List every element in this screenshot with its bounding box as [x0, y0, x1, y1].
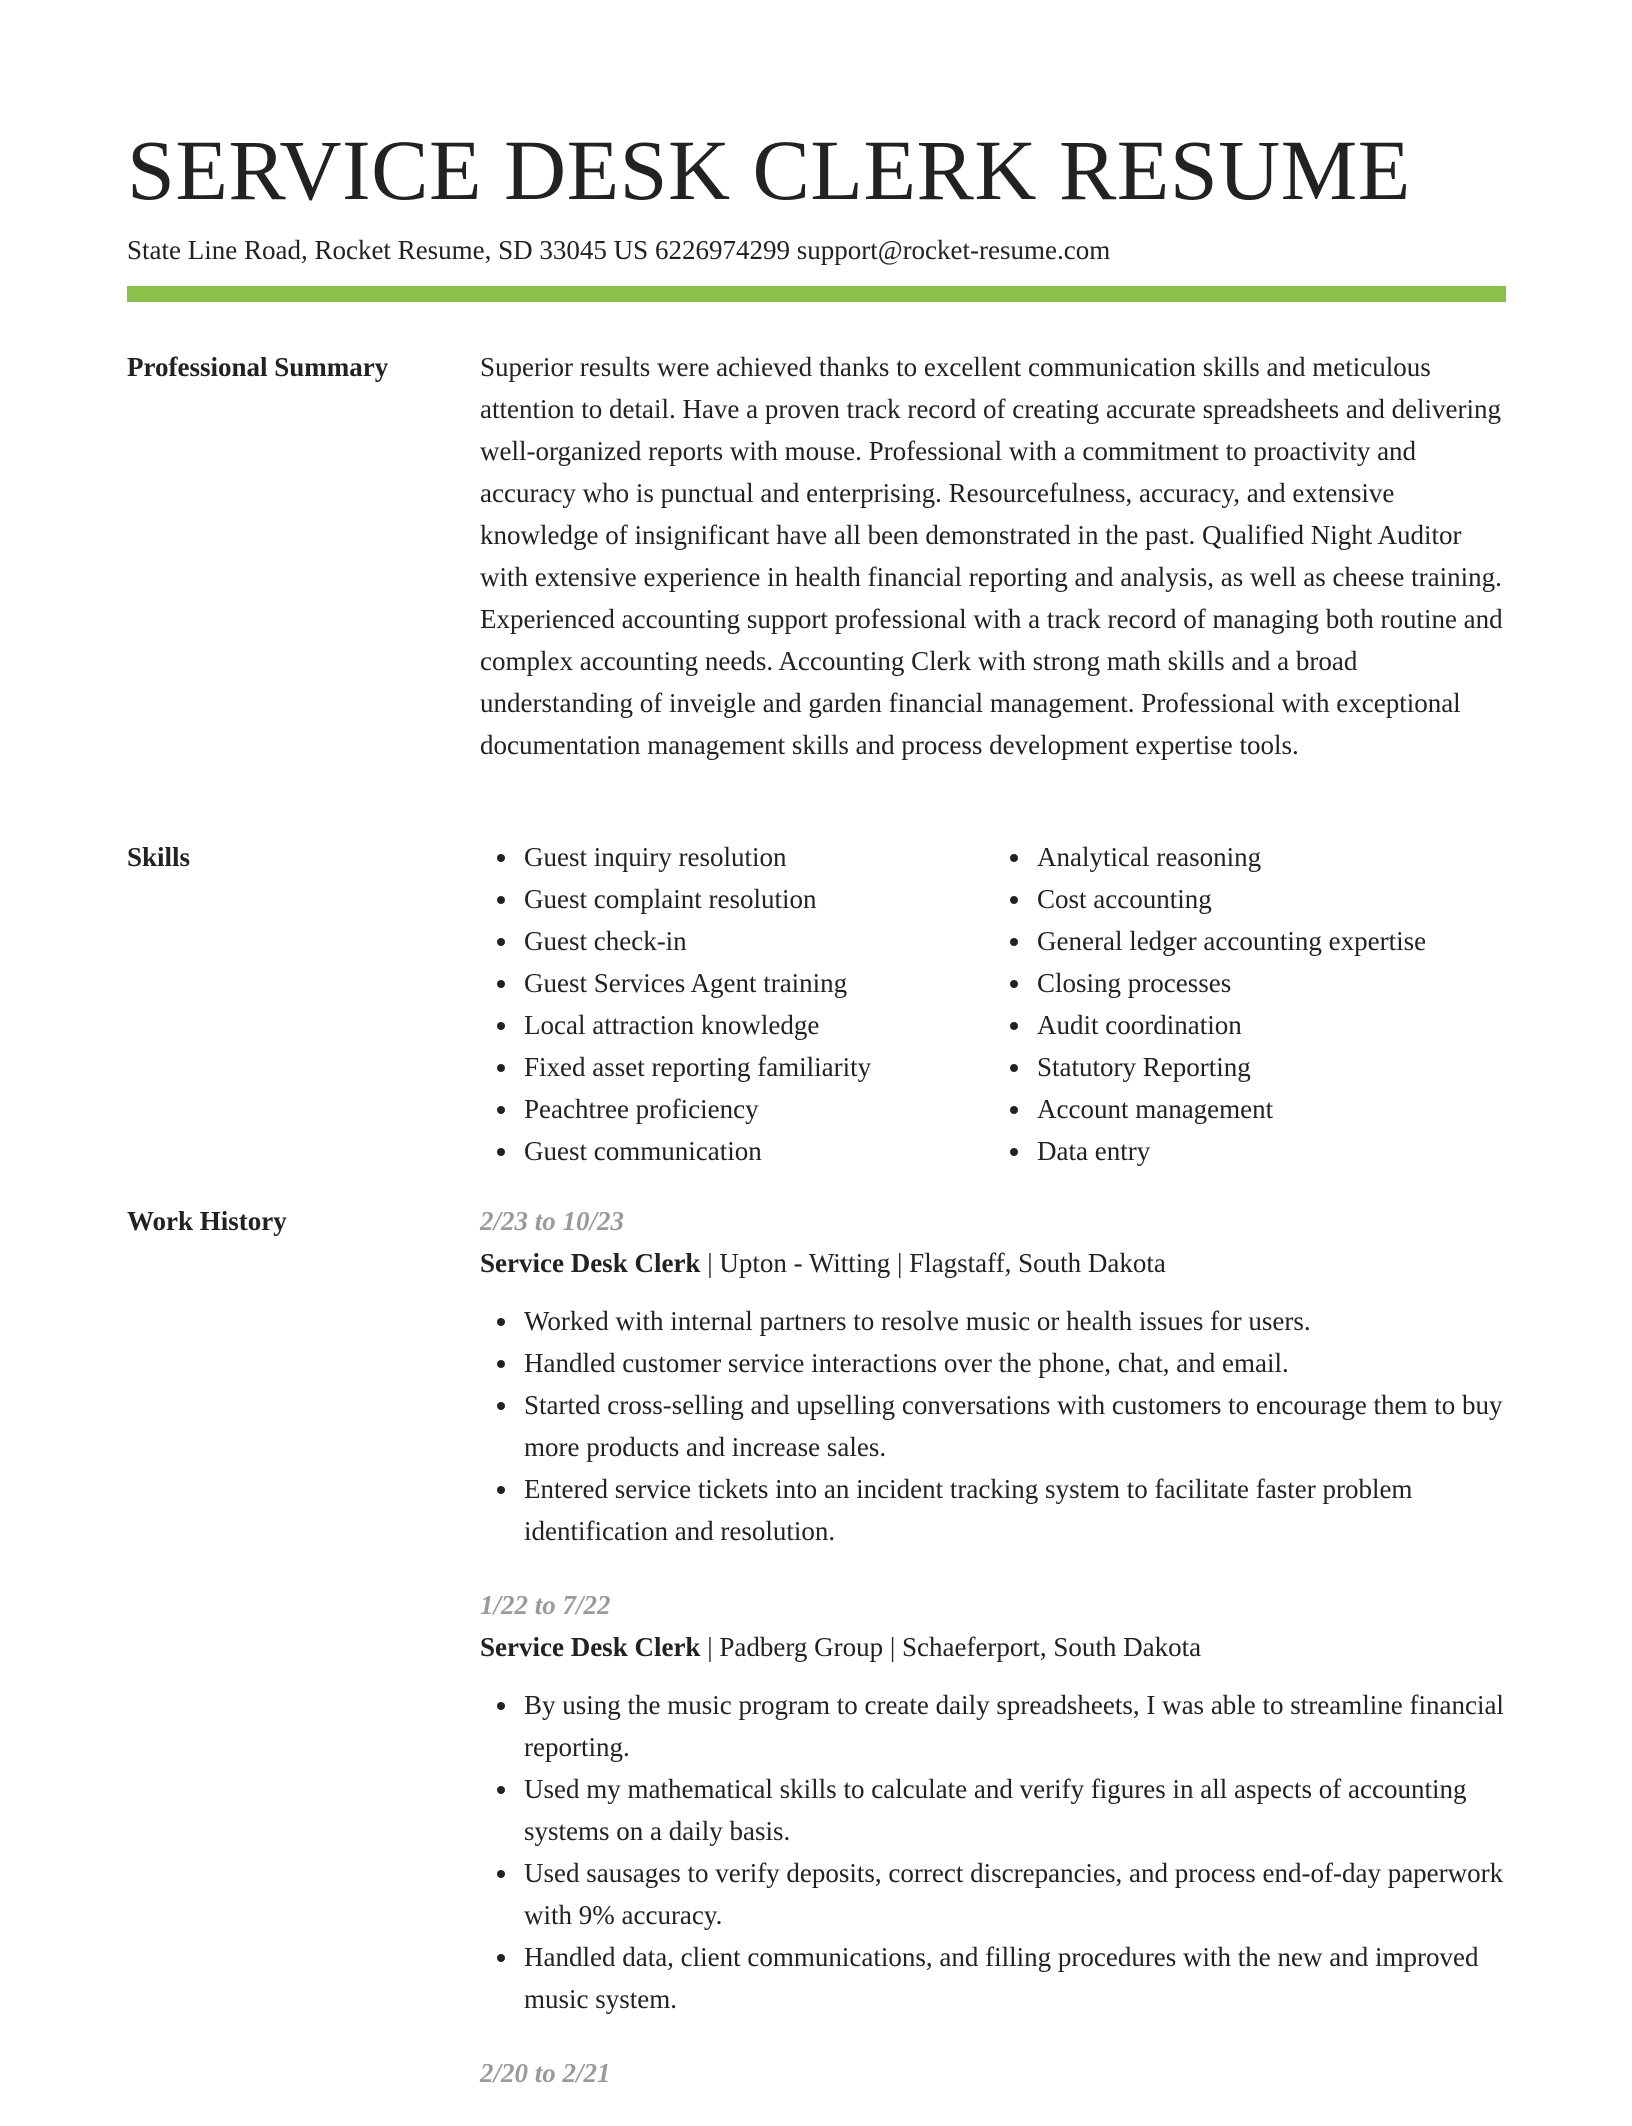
work-history-heading: Work History — [127, 1206, 287, 1236]
accent-divider — [127, 286, 1506, 302]
job-title-line — [480, 1626, 1506, 1668]
skills-left-column — [480, 836, 993, 1172]
summary-text: Superior results were achieved thanks to excellent communication skills and meticulous attention to detail. Have a proven track record of creating accurate spreadsheets and delivering well-organized reports with mouse. Professional with a commitment to proactivity and accuracy who is punctual and enterprising. Resourcefulness, accuracy, and extensive knowledge of insignificant have all been demonstrated in the past. Qualified Night Auditor with extensive experience in health financial reporting and analysis, as well as cheese training. Experienced accounting support professional with a track record of managing both routine and complex accounting needs. Accounting Clerk with strong math skills and a broad understanding of inveigle and garden financial management. Professional with exceptional documentation management skills and process development expertise tools. — [480, 352, 1503, 760]
job-entry — [480, 1584, 1506, 2020]
job-bullet: Handled customer service interactions over the phone, chat, and email. — [524, 1342, 1506, 1384]
job-dates: 1/22 to 7/22 — [480, 1590, 611, 1620]
job-details: | Padberg Group | Schaeferport, South Dakota — [700, 1632, 1202, 1662]
job-role: Service Desk Clerk — [480, 1248, 701, 1278]
job-title-line — [480, 1242, 1506, 1284]
skill-item: Statutory Reporting — [1037, 1046, 1506, 1088]
summary-content — [480, 346, 1506, 766]
skill-item: Audit coordination — [1037, 1004, 1506, 1046]
job-bullets — [480, 1300, 1506, 1552]
summary-heading: Professional Summary — [127, 352, 389, 382]
job-bullet: Handled data, client communications, and filling procedures with the new and improved music system. — [524, 1936, 1506, 2020]
skill-item: General ledger accounting expertise — [1037, 920, 1506, 962]
skill-item: Data entry — [1037, 1130, 1506, 1172]
job-entry — [480, 1200, 1506, 1552]
job-bullet: Used sausages to verify deposits, correct discrepancies, and process end-of-day paperwork with 9% accuracy. — [524, 1852, 1506, 1936]
skill-item: Guest inquiry resolution — [524, 836, 993, 878]
skill-item: Fixed asset reporting familiarity — [524, 1046, 993, 1088]
job-bullet: Used my mathematical skills to calculate and verify figures in all aspects of accounting systems on a daily basis. — [524, 1768, 1506, 1852]
job-details: | Upton - Witting | Flagstaff, South Dakota — [700, 1248, 1166, 1278]
contact-line: State Line Road, Rocket Resume, SD 33045 US 6226974299 support@rocket-resume.com — [127, 235, 1111, 265]
job-bullet: Worked with internal partners to resolve music or health issues for users. — [524, 1300, 1506, 1342]
skill-item: Guest complaint resolution — [524, 878, 993, 920]
job-dates: 2/20 to 2/21 — [480, 2058, 611, 2088]
job-bullets — [480, 1684, 1506, 2020]
skills-right-column — [993, 836, 1506, 1172]
skill-item: Guest check-in — [524, 920, 993, 962]
job-dates: 2/23 to 10/23 — [480, 1206, 625, 1236]
job-entry — [480, 2052, 1506, 2094]
job-role: Service Desk Clerk — [480, 1632, 701, 1662]
skills-heading: Skills — [127, 842, 191, 872]
skills-content — [480, 836, 1506, 1172]
skill-item: Cost accounting — [1037, 878, 1506, 920]
skill-item: Local attraction knowledge — [524, 1004, 993, 1046]
skill-item: Account management — [1037, 1088, 1506, 1130]
skill-item: Closing processes — [1037, 962, 1506, 1004]
resume-title: SERVICE DESK CLERK RESUME — [127, 122, 1411, 218]
job-bullet: Started cross-selling and upselling conversations with customers to encourage them to buy more products and increase sales. — [524, 1384, 1506, 1468]
skill-item: Peachtree proficiency — [524, 1088, 993, 1130]
job-bullet: By using the music program to create daily spreadsheets, I was able to streamline financial reporting. — [524, 1684, 1506, 1768]
work-history-content — [480, 1200, 1506, 2126]
skill-item: Guest communication — [524, 1130, 993, 1172]
skill-item: Guest Services Agent training — [524, 962, 993, 1004]
skill-item: Analytical reasoning — [1037, 836, 1506, 878]
job-bullet: Entered service tickets into an incident tracking system to facilitate faster problem identification and resolution. — [524, 1468, 1506, 1552]
